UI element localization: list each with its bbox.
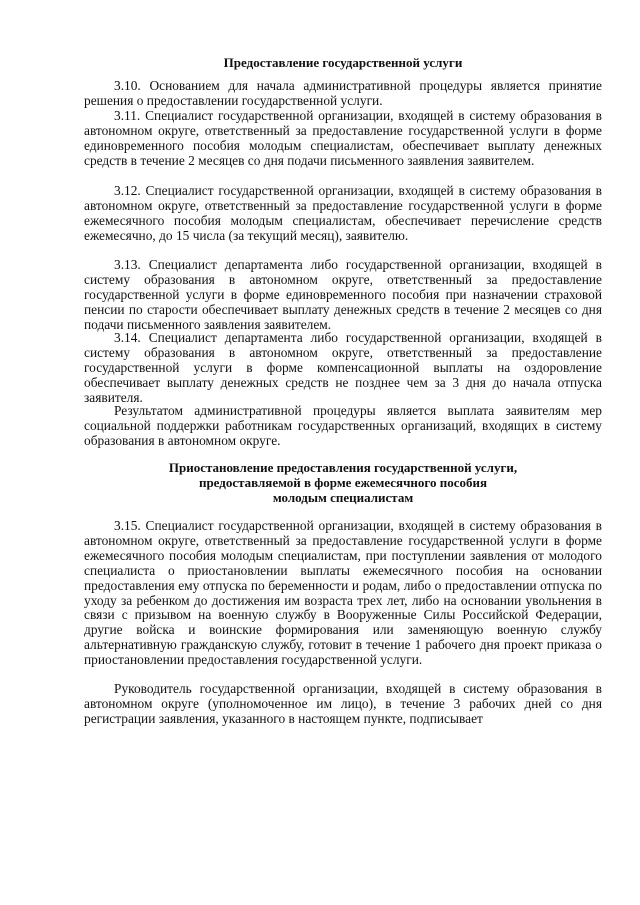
paragraph-result: Результатом административной процедуры является выплата заявителям мер социальной поддержки работникам государственных организаций, входящих в систему образования в автономном округе. — [84, 403, 602, 448]
section-title-suspension — [84, 460, 602, 505]
paragraph-head-signs: Руководитель государственной организации, входящей в систему образования в автономном округе (уполномоченное им лицо), в течение 3 рабочих дней со дня регистрации заявления, указанного в настоящем пункте, подписывает — [84, 681, 602, 726]
paragraph-3-15: 3.15. Специалист государственной организации, входящей в систему образования в автономном округе, ответственный за предоставление государственной услуги в форме ежемесячного пособия молодым специалистам, при поступлении заявления от молодого специалиста о приостановлении выплаты ежемесячного пособия на основании предоставления ему отпуска по беременности и родам, либо о предоставлении отпуска по уходу за ребенком до достижения им возраста трех лет, либо на основании увольнения в связи с призывом на военную службу в Вооруженные Силы Российской Федерации, другие войска и воинские формирования или заменяющую военную службу альтернативную гражданскую службу, готовит в течение 1 рабочего дня проект приказа о приостановлении предоставления государственной услуги. — [84, 518, 602, 668]
section-title-line: Приостановление предоставления государственной услуги, — [168, 460, 518, 475]
section-title-provision: Предоставление государственной услуги — [223, 55, 463, 70]
paragraph-3-11: 3.11. Специалист государственной организации, входящей в систему образования в автономном округе, ответственный за предоставление государственной услуги в форме единовременного пособия молодым специалистам, обеспечивает выплату денежных средств в течение 2 месяцев со дня подачи письменного заявления заявителем. — [84, 108, 602, 168]
paragraph-3-10: 3.10. Основанием для начала административной процедуры является принятие решения о предоставлении государственной услуги. — [84, 78, 602, 108]
paragraph-3-14: 3.14. Специалист департамента либо государственной организации, входящей в систему образования в автономном округе, ответственный за предоставление государственной услуги в форме компенсационной выплаты на оздоровление обеспечивает выплату денежных средств не позднее чем за 3 дня до начала отпуска заявителя. — [84, 330, 602, 405]
paragraph-3-13: 3.13. Специалист департамента либо государственной организации, входящей в систему образования в автономном округе, ответственный за предоставление государственной услуги в форме единовременного пособия при назначении страховой пенсии по старости обеспечивает выплату денежных средств в течение 2 месяцев со дня подачи письменного заявления заявителем. — [84, 257, 602, 332]
section-title-line: молодым специалистам — [272, 490, 414, 505]
section-title-line: предоставляемой в форме ежемесячного пособия — [198, 475, 488, 490]
paragraph-3-12: 3.12. Специалист государственной организации, входящей в систему образования в автономном округе, ответственный за предоставление государственной услуги в форме ежемесячного пособия молодым специалистам, обеспечивает перечисление средств ежемесячно, до 15 числа (за текущий месяц), заявителю. — [84, 183, 602, 243]
